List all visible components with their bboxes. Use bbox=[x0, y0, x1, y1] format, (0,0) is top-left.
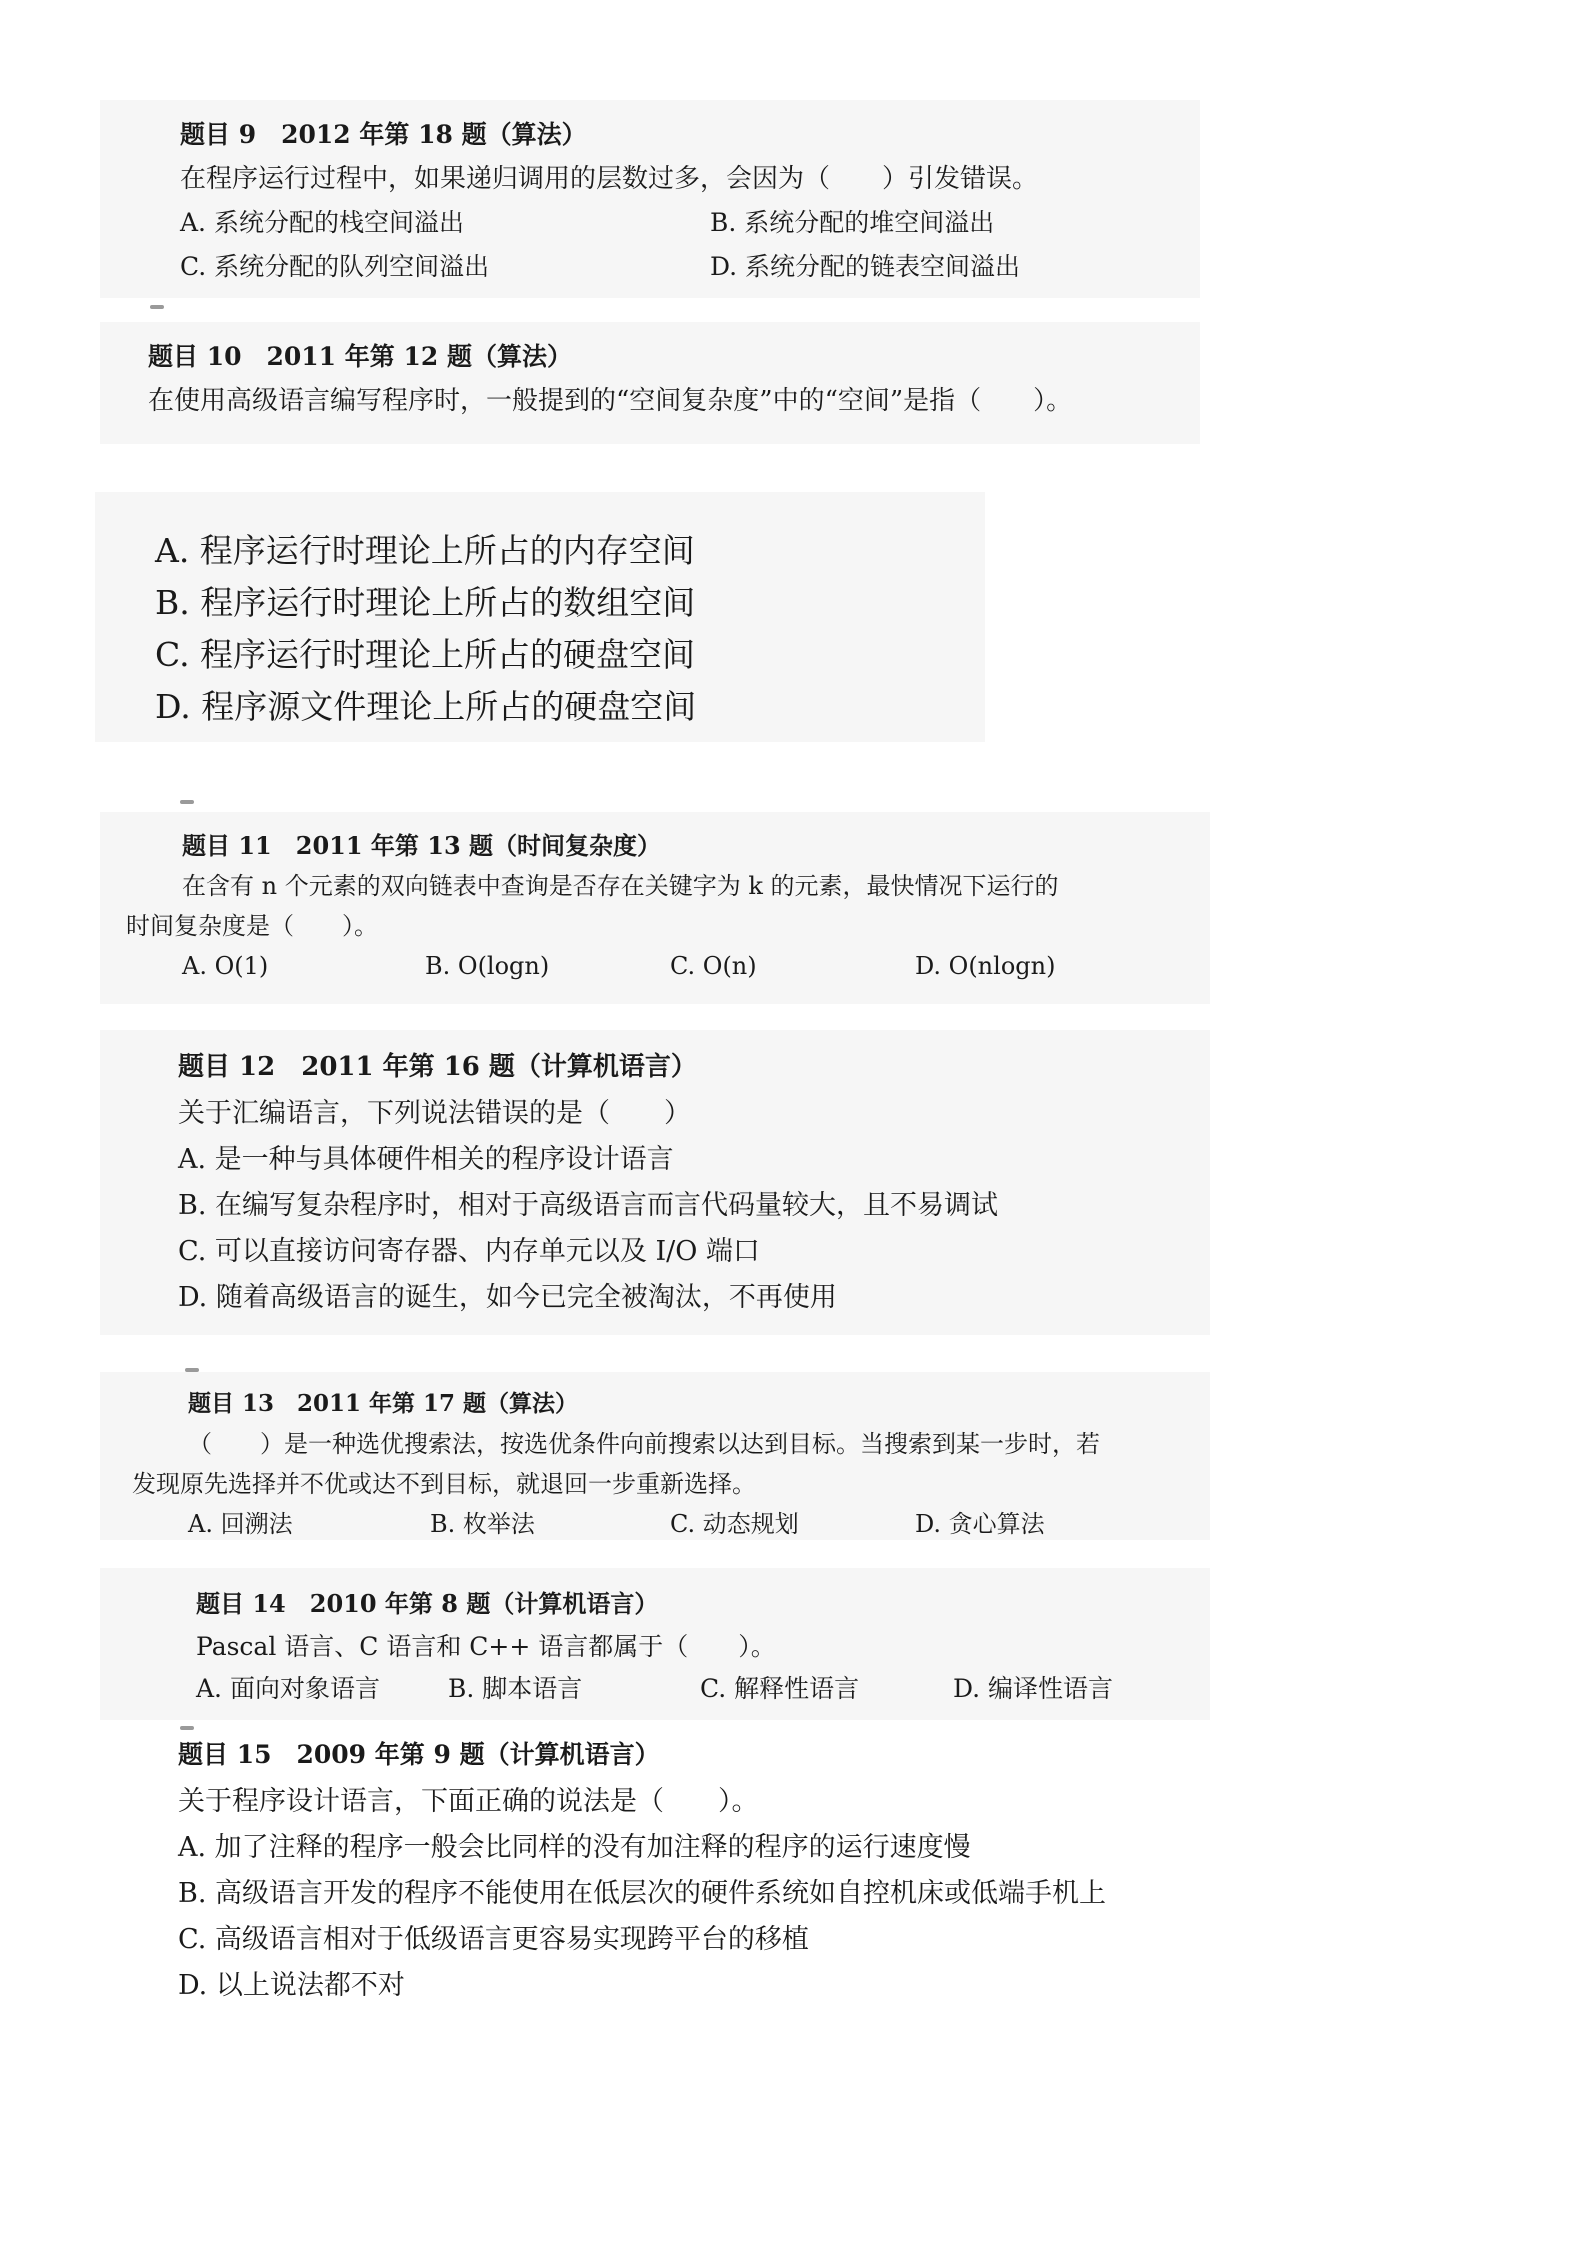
question-9-option-d: D. 系统分配的链表空间溢出 bbox=[710, 252, 1021, 281]
question-9-option-a: A. 系统分配的栈空间溢出 bbox=[180, 208, 464, 237]
question-13-option-a: A. 回溯法 bbox=[188, 1510, 293, 1538]
question-12-stem: 关于汇编语言，下列说法错误的是（ ） bbox=[178, 1098, 691, 1129]
question-9-block bbox=[100, 100, 1200, 298]
question-12-option-c: C. 可以直接访问寄存器、内存单元以及 I/O 端口 bbox=[178, 1236, 760, 1267]
question-11-option-a: A. O(1) bbox=[182, 952, 269, 980]
separator-mark bbox=[150, 305, 164, 309]
question-15-title: 题目 15 2009 年第 9 题（计算机语言） bbox=[178, 1740, 660, 1769]
question-12-block bbox=[100, 1030, 1210, 1335]
question-11-option-b: B. O(logn) bbox=[425, 952, 550, 980]
question-11-stem-line1: 在含有 n 个元素的双向链表中查询是否存在关键字为 k 的元素，最快情况下运行的 bbox=[182, 872, 1059, 900]
question-12-option-b: B. 在编写复杂程序时，相对于高级语言而言代码量较大，且不易调试 bbox=[178, 1190, 999, 1221]
question-11-option-d: D. O(nlogn) bbox=[915, 952, 1056, 980]
question-13-stem-line2: 发现原先选择并不优或达不到目标，就退回一步重新选择。 bbox=[132, 1470, 756, 1498]
question-10-title: 题目 10 2011 年第 12 题（算法） bbox=[148, 342, 572, 371]
question-14-title: 题目 14 2010 年第 8 题（计算机语言） bbox=[196, 1589, 659, 1618]
question-11-block bbox=[100, 812, 1210, 1004]
question-11-title: 题目 11 2011 年第 13 题（时间复杂度） bbox=[182, 831, 662, 860]
question-12-option-a: A. 是一种与具体硬件相关的程序设计语言 bbox=[178, 1144, 674, 1175]
question-10-option-d: D. 程序源文件理论上所占的硬盘空间 bbox=[155, 687, 697, 726]
question-15-option-b: B. 高级语言开发的程序不能使用在低层次的硬件系统如自控机床或低端手机上 bbox=[178, 1878, 1107, 1909]
question-14-option-b: B. 脚本语言 bbox=[448, 1674, 583, 1703]
separator-mark bbox=[180, 800, 194, 804]
question-13-option-b: B. 枚举法 bbox=[430, 1510, 535, 1538]
question-15-option-d: D. 以上说法都不对 bbox=[178, 1970, 405, 2001]
question-13-title: 题目 13 2011 年第 17 题（算法） bbox=[188, 1390, 579, 1417]
question-9-option-b: B. 系统分配的堆空间溢出 bbox=[710, 208, 995, 237]
question-15-stem: 关于程序设计语言，下面正确的说法是（ ）。 bbox=[178, 1786, 759, 1817]
question-15-option-c: C. 高级语言相对于低级语言更容易实现跨平台的移植 bbox=[178, 1924, 809, 1955]
question-14-option-c: C. 解释性语言 bbox=[700, 1674, 860, 1703]
separator-mark bbox=[180, 1726, 194, 1730]
question-10-option-c: C. 程序运行时理论上所占的硬盘空间 bbox=[155, 635, 696, 674]
question-13-block bbox=[100, 1372, 1210, 1540]
question-9-title: 题目 9 2012 年第 18 题（算法） bbox=[180, 120, 587, 149]
question-14-option-d: D. 编译性语言 bbox=[953, 1674, 1114, 1703]
question-10-option-a: A. 程序运行时理论上所占的内存空间 bbox=[155, 531, 695, 570]
question-15-option-a: A. 加了注释的程序一般会比同样的没有加注释的程序的运行速度慢 bbox=[178, 1832, 971, 1863]
question-13-option-c: C. 动态规划 bbox=[670, 1510, 799, 1538]
question-11-stem-line2: 时间复杂度是（ ）。 bbox=[126, 912, 378, 940]
question-14-option-a: A. 面向对象语言 bbox=[196, 1674, 380, 1703]
question-12-title: 题目 12 2011 年第 16 题（计算机语言） bbox=[178, 1052, 697, 1082]
question-11-option-c: C. O(n) bbox=[670, 952, 757, 980]
question-12-option-d: D. 随着高级语言的诞生，如今已完全被淘汰，不再使用 bbox=[178, 1282, 837, 1313]
question-10-stem: 在使用高级语言编写程序时，一般提到的“空间复杂度”中的“空间”是指（ ）。 bbox=[148, 386, 1073, 416]
question-14-block bbox=[100, 1568, 1210, 1720]
question-10-block bbox=[100, 322, 1200, 444]
question-13-stem-line1: （ ）是一种选优搜索法，按选优条件向前搜索以达到目标。当搜索到某一步时，若 bbox=[188, 1430, 1100, 1458]
question-9-stem: 在程序运行过程中，如果递归调用的层数过多，会因为（ ）引发错误。 bbox=[180, 164, 1039, 194]
question-9-option-c: C. 系统分配的队列空间溢出 bbox=[180, 252, 490, 281]
question-10-options-block bbox=[95, 492, 985, 742]
question-14-stem: Pascal 语言、C 语言和 C++ 语言都属于（ ）。 bbox=[196, 1632, 776, 1661]
question-13-option-d: D. 贪心算法 bbox=[915, 1510, 1045, 1538]
question-10-option-b: B. 程序运行时理论上所占的数组空间 bbox=[155, 583, 696, 622]
